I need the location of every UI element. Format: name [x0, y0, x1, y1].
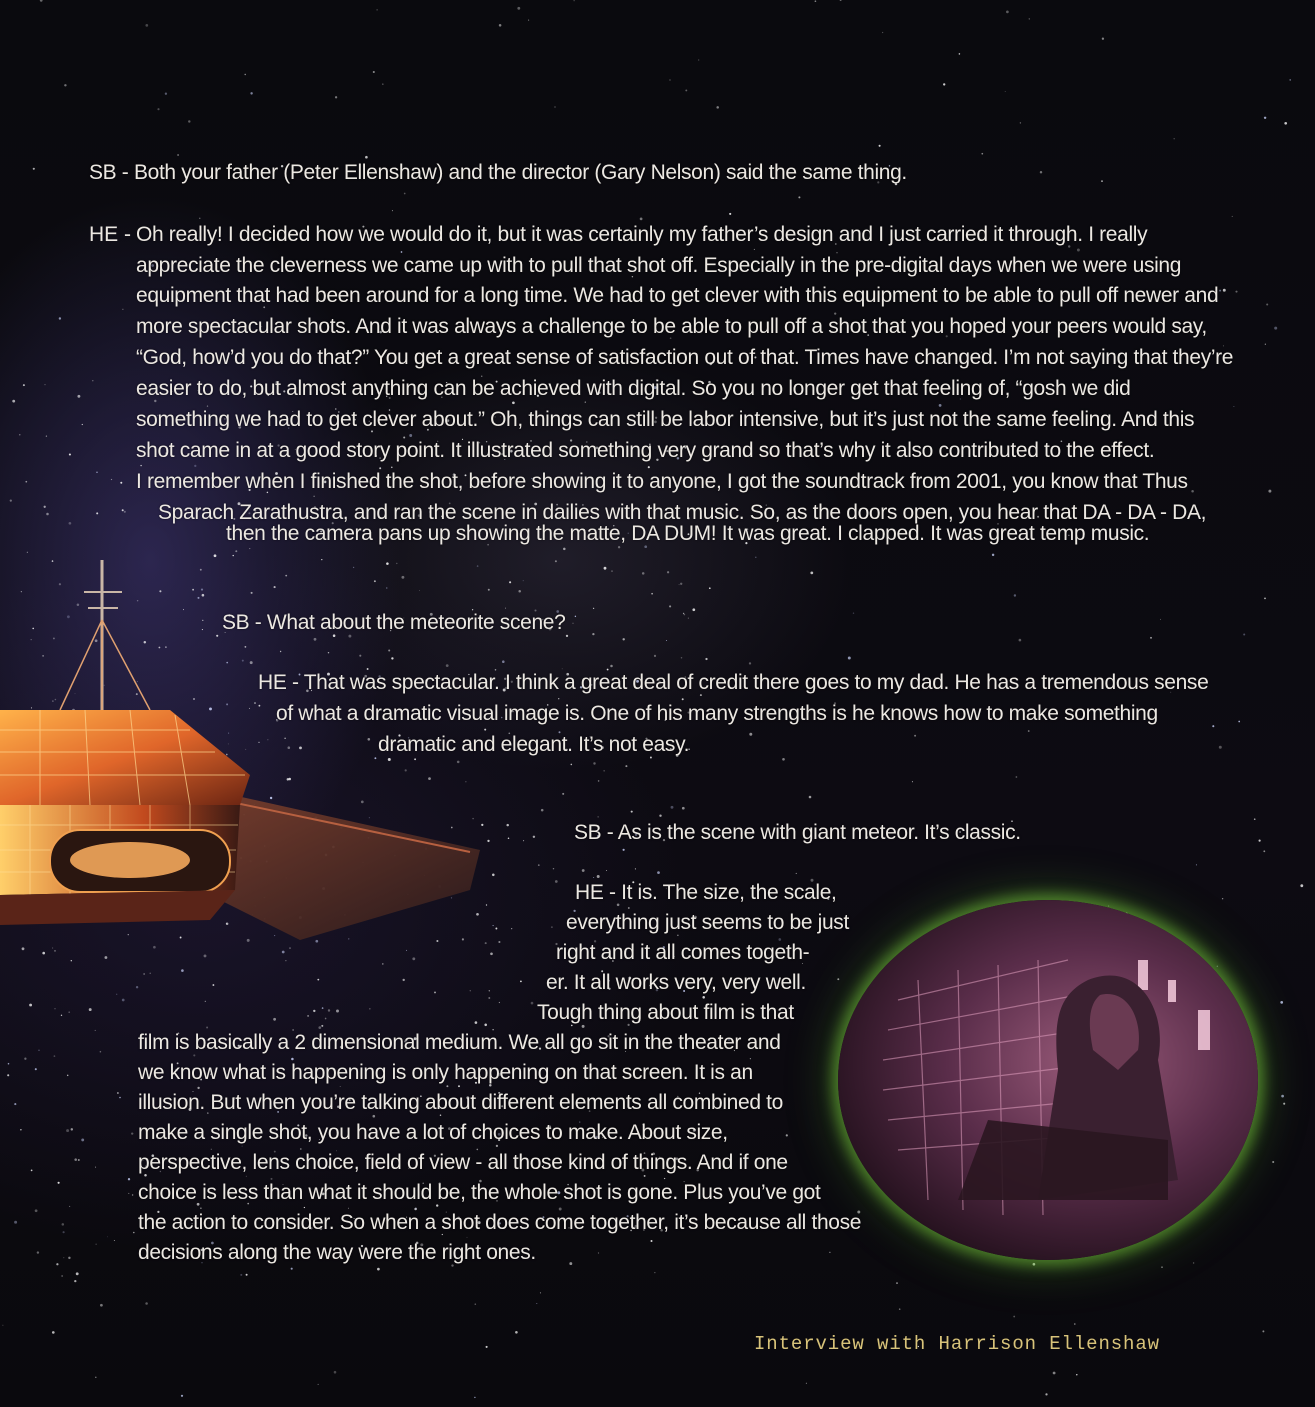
star	[666, 640, 667, 641]
star	[810, 572, 813, 575]
star	[1264, 598, 1266, 600]
star	[679, 584, 680, 585]
star	[475, 1021, 478, 1024]
star	[177, 154, 179, 156]
speaker-label: SB -	[89, 161, 129, 184]
star	[95, 1167, 96, 1168]
star	[475, 1303, 477, 1305]
he-answer-3-line-1: HE - It is. The size, the scale,	[575, 881, 837, 904]
star	[651, 593, 653, 595]
star	[698, 60, 699, 61]
star	[64, 84, 66, 86]
star	[1013, 1316, 1015, 1318]
star	[334, 1371, 337, 1374]
star	[120, 482, 122, 484]
star	[1272, 1161, 1274, 1163]
portal-image	[838, 900, 1258, 1260]
he-answer-3-line-2: everything just seems to be just	[566, 911, 849, 934]
star	[541, 809, 544, 812]
star	[322, 1007, 324, 1009]
star	[1262, 1330, 1264, 1332]
star	[669, 79, 670, 80]
star	[128, 1193, 129, 1194]
star	[484, 1024, 487, 1027]
he-answer-1-line-6: easier to do, but almost anything can be achieved with digital. So you no longer get that feeling of, “gosh we did	[136, 377, 1131, 400]
star	[373, 71, 375, 73]
star	[46, 435, 47, 436]
star	[553, 868, 554, 869]
star	[63, 1257, 64, 1258]
star	[205, 1001, 206, 1002]
star	[20, 1129, 21, 1130]
star	[654, 1272, 655, 1273]
star	[571, 764, 573, 766]
star	[1161, 1266, 1162, 1267]
he-answer-2-line-3: dramatic and elegant. It’s not easy.	[378, 733, 690, 756]
star	[1028, 730, 1030, 732]
star	[551, 926, 553, 928]
star	[117, 1092, 119, 1094]
star	[38, 1050, 39, 1051]
star	[69, 1206, 70, 1207]
star	[19, 434, 20, 435]
star	[681, 657, 683, 659]
star	[122, 309, 123, 310]
star	[336, 1010, 339, 1013]
star	[55, 1008, 56, 1009]
star	[58, 1182, 60, 1184]
star	[879, 145, 881, 147]
star	[1033, 1263, 1036, 1266]
star	[1102, 38, 1104, 40]
star	[233, 555, 234, 556]
star	[815, 0, 817, 2]
star	[273, 1018, 276, 1021]
star	[95, 1377, 96, 1378]
he-answer-1-line-8: shot came in at a good story point. It illustrated something very grand so that’s why it also contributed to the effect.	[136, 439, 1155, 462]
star	[809, 796, 812, 799]
star	[76, 1272, 79, 1275]
sb-question-3: SB - As is the scene with giant meteor. It’s classic.	[574, 821, 1021, 844]
star	[523, 840, 524, 841]
star	[536, 1303, 537, 1304]
star	[69, 522, 72, 525]
star	[188, 120, 190, 122]
star	[520, 981, 522, 983]
star	[382, 83, 384, 85]
star	[1284, 122, 1287, 125]
star	[604, 567, 607, 570]
star	[67, 1075, 68, 1076]
star	[68, 1011, 70, 1013]
question-text: Both your father (Peter Ellenshaw) and the director (Gary Nelson) said the same thing.	[133, 161, 907, 184]
star	[157, 108, 159, 110]
star	[89, 1008, 92, 1011]
star	[245, 74, 246, 75]
he-answer-1-line-2: appreciate the cleverness we came up with to pull that shot off. Especially in the pre-digital days when we were using	[136, 254, 1182, 277]
star	[538, 864, 540, 866]
star	[100, 1051, 102, 1053]
star	[1005, 91, 1006, 92]
star	[96, 512, 98, 514]
star	[145, 24, 148, 27]
star	[575, 616, 576, 617]
star	[81, 1138, 84, 1141]
he-answer-3-line-7: we know what is happening is only happening on that screen. It is an	[138, 1061, 753, 1084]
he-answer-3-line-11: choice is less than what it should be, the whole shot is gone. Plus you’ve got	[138, 1181, 821, 1204]
star	[848, 657, 851, 660]
star	[235, 550, 237, 552]
star	[729, 213, 731, 215]
star	[71, 1128, 73, 1130]
star	[318, 1384, 319, 1385]
star	[554, 106, 555, 107]
star	[1016, 776, 1018, 778]
star	[1040, 171, 1042, 173]
star	[1014, 594, 1016, 596]
star	[14, 1221, 17, 1224]
star	[35, 1068, 37, 1070]
sb-question-1	[89, 158, 907, 188]
star	[100, 1304, 103, 1307]
star	[1029, 18, 1030, 19]
star	[1193, 1262, 1194, 1263]
star	[62, 1223, 65, 1226]
star	[1259, 840, 1261, 842]
star	[56, 1263, 58, 1265]
star	[74, 1280, 76, 1282]
star	[69, 453, 71, 455]
star	[651, 1240, 653, 1242]
star	[214, 554, 217, 557]
star	[24, 1058, 26, 1060]
star	[128, 1178, 130, 1180]
star	[321, 1025, 323, 1027]
star	[582, 869, 585, 872]
star	[592, 633, 594, 635]
star	[515, 1331, 518, 1334]
he-answer-3-line-8: illusion. But when you’re talking about different elements all combined to	[138, 1091, 783, 1114]
star	[31, 1170, 33, 1172]
star	[1243, 633, 1245, 635]
star	[517, 7, 520, 10]
star	[499, 24, 502, 27]
star	[528, 20, 529, 21]
star	[1196, 864, 1197, 865]
star	[25, 481, 27, 483]
he-answer-3-line-4: er. It all works very, very well.	[546, 971, 806, 994]
star	[1268, 490, 1271, 493]
star	[1265, 344, 1266, 345]
star	[829, 1252, 830, 1253]
star	[1232, 216, 1233, 217]
star	[52, 1331, 55, 1334]
star	[61, 1275, 62, 1276]
star	[899, 1308, 901, 1310]
star	[631, 811, 633, 813]
he-answer-3-line-13: decisions along the way were the right ones.	[138, 1241, 536, 1264]
star	[806, 1383, 807, 1384]
star	[1254, 818, 1256, 820]
he-answer-2-line-2: of what a dramatic visual image is. One of his many strengths is he knows how to make something	[276, 702, 1158, 725]
star	[625, 765, 627, 767]
star	[23, 384, 25, 386]
star	[882, 32, 883, 33]
star	[92, 380, 93, 381]
star	[796, 873, 797, 874]
star	[840, 0, 842, 1]
star	[1020, 122, 1021, 123]
star	[1300, 884, 1303, 887]
star	[593, 608, 594, 609]
star	[377, 1268, 380, 1271]
star	[74, 1158, 77, 1161]
star	[680, 583, 682, 585]
star	[68, 1257, 70, 1259]
he-speaker-label: HE -	[89, 223, 131, 246]
he-answer-3-line-9: make a single shot, you have a lot of choices to make. About size,	[138, 1121, 728, 1144]
star	[1076, 1374, 1077, 1375]
star	[61, 1015, 62, 1016]
star	[335, 96, 337, 98]
star	[959, 53, 961, 55]
star	[37, 1251, 39, 1253]
star	[392, 210, 393, 211]
star	[40, 0, 43, 2]
star	[44, 384, 45, 385]
he-answer-3-line-12: the action to consider. So when a shot does come together, it’s because all those	[138, 1211, 862, 1234]
star	[569, 1262, 572, 1265]
star	[27, 552, 28, 553]
star	[7, 1074, 9, 1076]
star	[486, 1346, 488, 1348]
star	[593, 762, 595, 764]
he-answer-1-line-11: then the camera pans up showing the matte, DA DUM! It was great. I clapped. It was great temp music.	[226, 522, 1150, 545]
star	[622, 638, 624, 640]
he-answer-3-line-3: right and it all comes togeth-	[556, 941, 810, 964]
star	[692, 608, 695, 611]
star	[96, 471, 98, 473]
star	[523, 580, 524, 581]
star	[325, 1018, 327, 1020]
star	[246, 1274, 248, 1276]
star	[1266, 303, 1268, 305]
star	[654, 655, 656, 657]
star	[573, 623, 574, 624]
star	[307, 1015, 309, 1017]
star	[59, 317, 61, 319]
star	[313, 1010, 315, 1012]
star	[82, 424, 83, 425]
star	[114, 1240, 115, 1241]
star	[943, 83, 945, 85]
star	[111, 479, 112, 480]
star	[1283, 1103, 1285, 1105]
star	[635, 868, 636, 869]
star	[12, 400, 15, 403]
star	[566, 635, 568, 637]
star	[1006, 11, 1009, 14]
star	[1263, 850, 1265, 852]
star	[376, 9, 377, 10]
he-answer-3-line-10: perspective, lens choice, field of view - all those kind of things. And if one	[138, 1151, 788, 1174]
credit-caption: Interview with Harrison Ellenshaw	[754, 1333, 1160, 1355]
star	[107, 1236, 108, 1237]
star	[132, 1194, 133, 1195]
star	[912, 781, 913, 782]
star	[96, 1244, 97, 1245]
star	[657, 871, 660, 874]
star	[1264, 117, 1266, 119]
star	[683, 613, 684, 614]
he-answer-1-line-5: “God, how’d you do that?” You get a great sense of satisfaction out of that. Times have changed. I’m not saying that they’re	[136, 346, 1234, 369]
star	[165, 93, 167, 95]
star	[798, 196, 800, 198]
star	[688, 618, 689, 619]
star	[1045, 1393, 1047, 1395]
star	[250, 92, 252, 94]
star	[77, 395, 80, 398]
star	[1150, 637, 1152, 639]
star	[328, 1009, 330, 1011]
sb-question-2: SB - What about the meteorite scene?	[222, 611, 566, 634]
star	[499, 1002, 500, 1003]
star	[992, 554, 994, 556]
he-answer-1-line-9: I remember when I finished the shot, before showing it to anyone, I got the soundtrack from 2001, you know that Thus	[136, 470, 1188, 493]
star	[1289, 79, 1291, 81]
star	[896, 1282, 897, 1283]
star	[1053, 1372, 1056, 1375]
star	[709, 587, 711, 589]
star	[78, 1159, 80, 1161]
star	[404, 193, 406, 195]
star	[1019, 639, 1022, 642]
star	[240, 1274, 242, 1276]
star	[145, 1302, 148, 1305]
star	[199, 218, 200, 219]
star	[369, 1008, 370, 1009]
star	[610, 665, 613, 668]
star	[119, 1097, 121, 1099]
star	[604, 770, 605, 771]
star	[95, 1030, 96, 1031]
star	[1280, 1001, 1283, 1004]
star	[669, 605, 671, 607]
star	[853, 613, 854, 614]
he-answer-1-line-10: Sparach Zarathustra, and ran the scene in dailies with that music. So, as the doors open, you hear that DA - DA - DA,	[158, 501, 1207, 524]
star	[44, 506, 46, 508]
portal-scene	[838, 900, 1258, 1260]
star	[181, 1395, 183, 1397]
star	[749, 733, 752, 736]
star	[555, 880, 558, 883]
star	[574, 0, 575, 1]
star	[1274, 327, 1277, 330]
he-answer-1-line-4: more spectacular shots. And it was always a challenge to be able to pull off a shot that you hoped your peers would say,	[136, 315, 1207, 338]
star	[63, 1231, 65, 1233]
star	[474, 1397, 475, 1398]
star	[555, 560, 557, 562]
star	[1281, 1095, 1284, 1098]
star	[755, 557, 756, 558]
star	[14, 1103, 16, 1105]
he-answer-3-line-5: Tough thing about film is that	[537, 1001, 794, 1024]
star	[1101, 180, 1103, 182]
star	[533, 836, 535, 838]
star	[10, 499, 12, 501]
star	[782, 758, 785, 761]
star	[1174, 138, 1175, 139]
star	[684, 614, 685, 615]
star	[716, 106, 719, 109]
star	[598, 1252, 599, 1253]
he-answer-1-line-7: something we had to get clever about.” Oh, things can still be labor intensive, but it’s just not the same feeling. And this	[136, 408, 1195, 431]
star	[562, 793, 564, 795]
star	[914, 735, 916, 737]
star	[705, 658, 707, 660]
star	[2, 1325, 3, 1326]
star	[1219, 746, 1222, 749]
he-answer-2-line-1: HE - That was spectacular. I think a great deal of credit there goes to my dad. He has a tremendous sense	[258, 671, 1209, 694]
star	[786, 1134, 788, 1136]
star	[659, 814, 661, 816]
star	[124, 511, 126, 513]
star	[749, 662, 751, 664]
star	[133, 1232, 135, 1234]
star	[531, 1002, 534, 1005]
star	[66, 1129, 69, 1132]
star	[540, 1292, 541, 1293]
he-answer-1-line-1: Oh really! I decided how we would do it, but it was certainly my father’s design and I just carried it through. I really	[136, 223, 1148, 246]
star	[642, 572, 645, 575]
star	[122, 509, 124, 511]
he-answer-3-line-6: film is basically a 2 dimensional medium. We all go sit in the theater and	[138, 1031, 781, 1054]
he-answer-1-line-3: equipment that had been around for a long time. We had to get clever with this equipment to be able to pull off newer and	[136, 284, 1219, 307]
star	[667, 571, 669, 573]
star	[981, 153, 983, 155]
star	[29, 1004, 32, 1007]
star	[8, 1063, 10, 1065]
star	[623, 849, 625, 851]
star	[131, 1132, 133, 1134]
star	[46, 513, 49, 516]
star	[35, 1209, 38, 1212]
star	[598, 780, 600, 782]
star	[33, 168, 35, 170]
star	[606, 870, 607, 871]
star	[671, 806, 674, 809]
star	[611, 570, 612, 571]
star	[685, 89, 687, 91]
star	[682, 807, 685, 810]
star	[1074, 1323, 1076, 1325]
star	[54, 1055, 56, 1057]
star	[1160, 619, 1161, 620]
